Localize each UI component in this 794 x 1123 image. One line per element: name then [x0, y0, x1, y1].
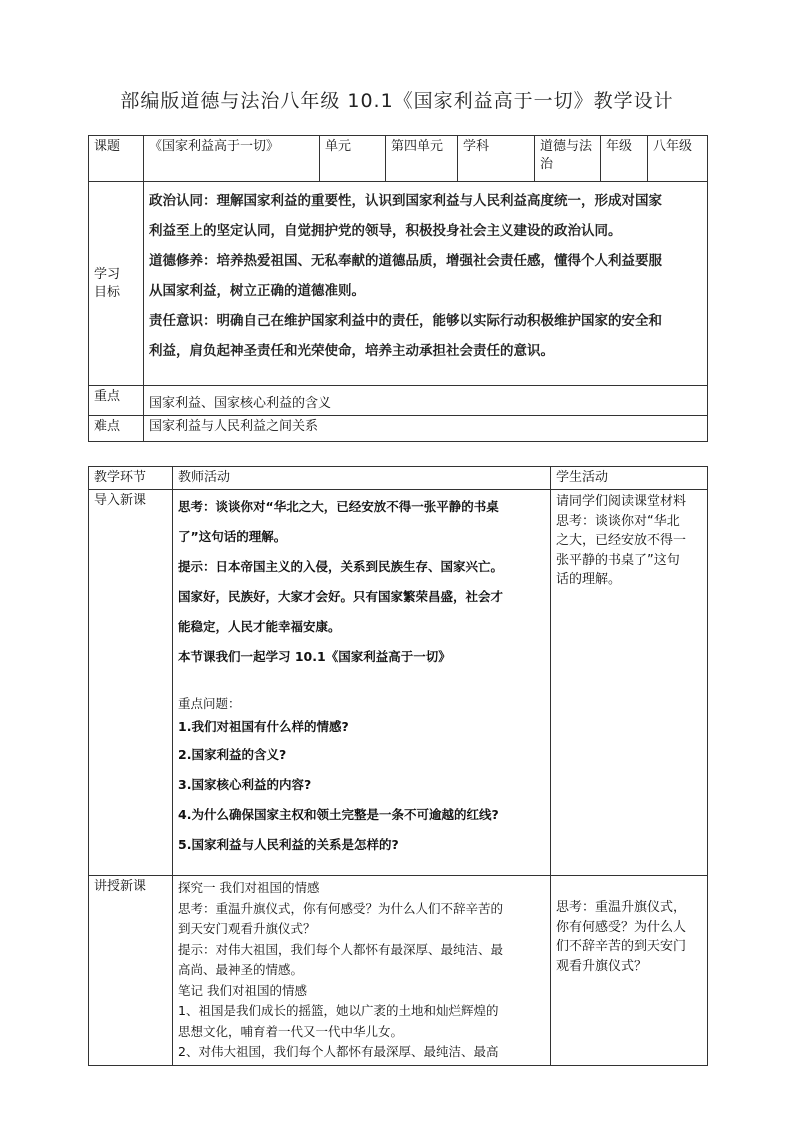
text-line: 思考：谈谈你对“华北	[556, 513, 680, 529]
question-item: 3.国家核心利益的内容?	[178, 777, 312, 792]
text-line: 思考：重温升旗仪式，你有何感受？为什么人们不辞辛苦的	[178, 900, 504, 916]
lecture-student-activity	[551, 876, 708, 1066]
lecture-stage: 讲授新课	[89, 876, 173, 1066]
learning-goals	[144, 182, 708, 386]
text-line: 高尚、最神圣的情感。	[178, 962, 304, 977]
goals-label-line2: 目标	[94, 284, 121, 300]
goal-line: 责任意识：明确自己在维护国家利益中的责任，能够以实际行动积极维护国家的安全和	[149, 313, 662, 329]
unit-label: 单元	[320, 136, 386, 182]
text-line: 们不辞辛苦的到天安门	[556, 939, 687, 954]
questions-title: 重点问题：	[178, 696, 241, 711]
text-line: 本节课我们一起学习 10.1《国家利益高于一切》	[178, 649, 451, 664]
grade-label: 年级	[601, 136, 648, 182]
key-label: 重点	[89, 386, 144, 416]
topic-value: 《国家利益高于一切》	[144, 136, 320, 182]
text-line: 到天安门观看升旗仪式？	[178, 921, 316, 936]
header-teacher: 教师活动	[173, 467, 551, 490]
text-line: 笔记 我们对祖国的情感	[178, 982, 307, 998]
text-line: 提示：日本帝国主义的入侵，关系到民族生存、国家兴亡。	[178, 559, 504, 574]
text-line: 探究一 我们对祖国的情感	[178, 880, 320, 895]
document-title: 部编版道德与法治八年级 10.1《国家利益高于一切》教学设计	[120, 90, 674, 112]
grade-value: 八年级	[648, 136, 708, 182]
text-line: 之大，已经安放不得一	[556, 533, 687, 548]
text-line: 话的理解。	[556, 572, 622, 587]
topic-label: 课题	[89, 136, 144, 182]
goal-line: 政治认同：理解国家利益的重要性，认识到国家利益与人民利益高度统一，形成对国家	[149, 193, 662, 209]
subject-value: 道德与法治	[535, 136, 601, 182]
text-line: 提示：对伟大祖国，我们每个人都怀有最深厚、最纯洁、最	[178, 941, 504, 957]
text-line: 2、对伟大祖国，我们每个人都怀有最深厚、最纯洁、最高	[178, 1044, 499, 1059]
key-value: 国家利益、国家核心利益的含义	[144, 386, 708, 416]
intro-student-activity	[551, 490, 708, 876]
subject-label: 学科	[458, 136, 535, 182]
difficult-value: 国家利益与人民利益之间关系	[144, 416, 708, 442]
text-line: 请同学们阅读课堂材料	[556, 494, 687, 509]
text-line: 张平静的书桌了”这句	[556, 552, 680, 568]
text-line: 思考：谈谈你对“华北之大，已经安放不得一张平静的书桌	[178, 499, 499, 514]
text-line: 能稳定，人民才能幸福安康。	[178, 619, 341, 634]
difficult-label: 难点	[89, 416, 144, 442]
goal-line: 从国家利益，树立正确的道德准则。	[149, 283, 365, 299]
goal-line: 道德修养：培养热爱祖国、无私奉献的道德品质，增强社会责任感，懂得个人利益要服	[149, 253, 662, 269]
text-line: 国家好，民族好，大家才会好。只有国家繁荣昌盛，社会才	[178, 589, 504, 604]
unit-value: 第四单元	[386, 136, 458, 182]
goal-line: 利益，肩负起神圣责任和光荣使命，培养主动承担社会责任的意识。	[149, 343, 554, 359]
question-item: 4.为什么确保国家主权和领土完整是一条不可逾越的红线?	[178, 807, 499, 822]
text-line: 你有何感受？为什么人	[556, 919, 687, 935]
lesson-info-table	[88, 135, 708, 442]
goals-label-line1: 学习	[94, 266, 121, 282]
question-item: 1.我们对祖国有什么样的情感?	[178, 719, 349, 734]
intro-stage: 导入新课	[89, 490, 173, 876]
goals-label	[89, 182, 144, 386]
text-line: 1、祖国是我们成长的摇篮，她以广袤的土地和灿烂辉煌的	[178, 1003, 499, 1018]
text-line: 观看升旗仪式？	[556, 958, 648, 974]
text-line: 了”这句话的理解。	[178, 529, 287, 544]
header-student: 学生活动	[551, 467, 708, 490]
question-item: 5.国家利益与人民利益的关系是怎样的?	[178, 837, 399, 852]
lecture-teacher-activity	[173, 876, 551, 1066]
question-item: 2.国家利益的含义?	[178, 747, 287, 762]
teaching-process-table	[88, 466, 708, 1066]
text-line: 思考：重温升旗仪式，	[556, 900, 687, 915]
intro-teacher-activity	[173, 490, 551, 876]
goal-line: 利益至上的坚定认同，自觉拥护党的领导，积极投身社会主义建设的政治认同。	[149, 223, 622, 239]
text-line: 思想文化，哺育着一代又一代中华儿女。	[178, 1023, 404, 1039]
header-stage: 教学环节	[89, 467, 173, 490]
